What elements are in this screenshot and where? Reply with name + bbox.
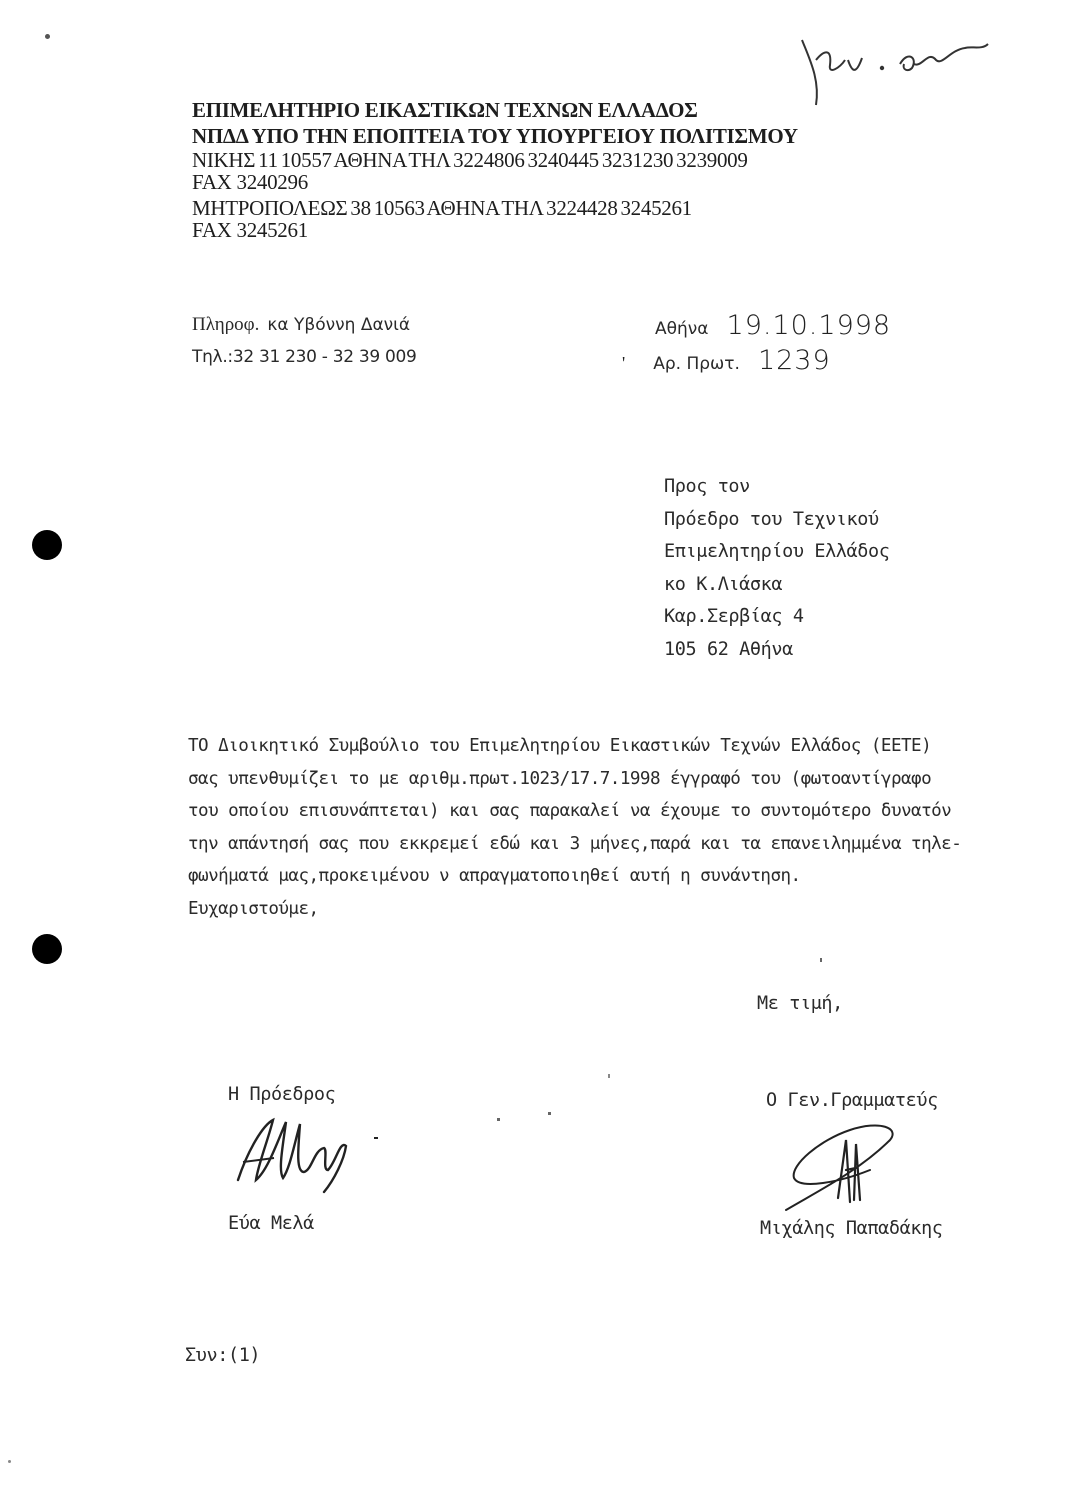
scan-speck xyxy=(820,958,822,962)
punch-hole-top xyxy=(32,530,62,560)
letterhead-address-1: ΝΙΚΗΣ 11 10557 ΑΘΗΝΑ ΤΗΛ 3224806 3240445 3231230 3239009 xyxy=(192,148,748,172)
right-signature-scribble xyxy=(780,1110,950,1220)
body-line: την απάντησή σας που εκκρεμεί εδώ και 3 μήνες,παρά και τα επανειλημμένα τηλε- xyxy=(188,833,962,854)
scan-speck xyxy=(8,1460,11,1463)
date-label: Αθήνα xyxy=(655,319,709,339)
recipient-line: Καρ.Σερβίας 4 xyxy=(664,606,804,627)
right-signatory-name: Μιχάλης Παπαδάκης xyxy=(760,1218,943,1239)
contact-name: κα Υβόννη Δανιά xyxy=(267,315,411,335)
punch-hole-bottom xyxy=(32,934,62,964)
scan-speck xyxy=(497,1118,500,1121)
protocol-value: 1239 xyxy=(757,345,831,376)
body-line: Ευχαριστούμε, xyxy=(188,898,319,919)
closing: Με τιμή, xyxy=(757,993,843,1014)
handwritten-note xyxy=(790,20,990,115)
letterhead-supervision: ΝΠΔΔ ΥΠΟ ΤΗΝ ΕΠΟΠΤΕΙΑ ΤΟΥ ΥΠΟΥΡΓΕΙΟΥ ΠΟΛΙΤΙΣΜΟΥ xyxy=(192,124,798,148)
enclosure-note: Συν:(1) xyxy=(185,1345,261,1366)
scan-speck xyxy=(548,1112,551,1115)
letterhead-address-2: ΜΗΤΡΟΠΟΛΕΩΣ 38 10563 ΑΘΗΝΑ ΤΗΛ 3224428 3245261 xyxy=(192,196,692,220)
scan-speck xyxy=(45,34,50,39)
left-signature-scribble xyxy=(228,1110,388,1200)
letter-body xyxy=(188,730,961,926)
protocol-line xyxy=(622,345,831,376)
recipient-line: Προς τον xyxy=(664,476,750,497)
left-signatory-title: Η Πρόεδρος xyxy=(228,1084,336,1105)
left-signatory-name: Εύα Μελά xyxy=(228,1213,314,1234)
body-line: φωνήματά μας,προκειμένου ν απραγματοποιηθεί αυτή η συνάντηση. xyxy=(188,866,801,887)
recipient-line: Επιμελητηρίου Ελλάδος xyxy=(664,541,890,562)
contact-info xyxy=(192,314,410,336)
right-signatory-title: Ο Γεν.Γραμματεύς xyxy=(766,1090,938,1111)
recipient-line: 105 62 Αθήνα xyxy=(664,638,793,660)
letterhead-org-name: ΕΠΙΜΕΛΗΤΗΡΙΟ ΕΙΚΑΣΤΙΚΩΝ ΤΕΧΝΩΝ ΕΛΛΑΔΟΣ xyxy=(192,98,698,122)
recipient-line: Πρόεδρο του Τεχνικού xyxy=(664,508,879,530)
handwritten-note-scribble xyxy=(790,20,990,110)
date-value: 19.10.1998 xyxy=(726,310,892,341)
letterhead-fax-1: FAX 3240296 xyxy=(192,170,308,194)
contact-label: Πληροφ. xyxy=(192,314,260,335)
body-line: ΤΟ Διοικητικό Συμβούλιο του Επιμελητηρίου Εικαστικών Τεχνών Ελλάδος (ΕΕΤΕ) xyxy=(188,736,932,756)
body-line: του οποίου επισυνάπτεται) και σας παρακαλεί να έχουμε το συντομότερο δυνατόν xyxy=(188,801,952,822)
recipient-block xyxy=(664,471,890,666)
letterhead-fax-2: FAX 3245261 xyxy=(192,218,308,242)
scan-speck xyxy=(608,1074,610,1078)
recipient-line: κο Κ.Λιάσκα xyxy=(664,573,783,595)
body-line: σας υπενθυμίζει το με αριθμ.πρωτ.1023/17.7.1998 έγγραφό του (φωτοαντίγραφο xyxy=(188,768,932,789)
date-line xyxy=(655,310,891,341)
contact-phone: Τηλ.:32 31 230 - 32 39 009 xyxy=(192,347,417,367)
protocol-mark: ' xyxy=(622,353,626,373)
protocol-label: Αρ. Πρωτ. xyxy=(653,354,740,374)
